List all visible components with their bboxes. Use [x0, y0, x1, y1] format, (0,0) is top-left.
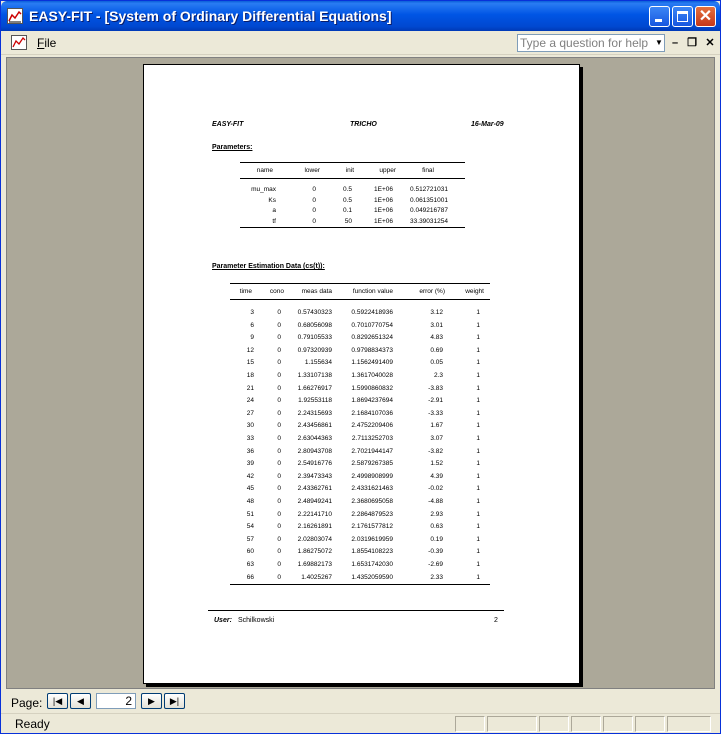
- estimation-cell: 1: [476, 485, 480, 493]
- param-cell: 0.1: [342, 207, 352, 214]
- estimation-cell: 0: [277, 359, 281, 367]
- estimation-cell: 0: [277, 535, 281, 543]
- estimation-cell: 0: [277, 334, 281, 342]
- estimation-cell: -2.69: [428, 561, 443, 568]
- estimation-cell: 0: [277, 384, 281, 392]
- estimation-cell: 1: [476, 523, 480, 531]
- estimation-cell: 0: [277, 498, 281, 505]
- footer-user-label: User:: [214, 617, 232, 624]
- estimation-cell: -2.91: [428, 397, 443, 405]
- estimation-header: time: [239, 288, 252, 295]
- estimation-cell: 57: [246, 535, 254, 543]
- param-cell: Ks: [268, 196, 276, 204]
- maximize-icon: [677, 11, 688, 22]
- estimation-cell: 1: [476, 561, 480, 568]
- status-bar: [1, 713, 720, 733]
- estimation-cell: 0.19: [430, 535, 443, 543]
- estimation-cell: 3: [250, 309, 254, 316]
- estimation-cell: 0.79105533: [297, 334, 332, 342]
- estimation-cell: 2.43362761: [297, 485, 332, 493]
- estimation-cell: 48: [246, 498, 254, 505]
- estimation-cell: -0.39: [428, 548, 443, 556]
- chart-icon: [7, 8, 23, 24]
- status-pane: [487, 716, 537, 732]
- param-cell: 0: [312, 217, 316, 225]
- estimation-cell: 3.12: [430, 309, 443, 316]
- estimation-cell: 3.07: [430, 435, 443, 442]
- menu-bar: [1, 31, 720, 55]
- param-cell: 0: [312, 186, 316, 193]
- previous-page-button[interactable]: ◀: [70, 693, 91, 709]
- param-cell: 0: [312, 196, 316, 204]
- maximize-button[interactable]: [672, 6, 693, 27]
- next-page-button[interactable]: ▶: [141, 693, 162, 709]
- estimation-cell: 1.69882173: [297, 561, 332, 568]
- divider: [230, 299, 490, 300]
- param-cell: 1E+06: [374, 196, 393, 204]
- estimation-cell: 1.1562491409: [351, 359, 393, 367]
- page-label: Page:: [11, 696, 43, 710]
- param-cell: 50: [344, 217, 352, 225]
- estimation-cell: -4.88: [428, 498, 443, 505]
- report-header-left: EASY-FIT: [212, 121, 244, 128]
- estimation-cell: -3.82: [428, 447, 443, 455]
- estimation-cell: 0: [277, 548, 281, 556]
- estimation-cell: 1: [476, 422, 480, 430]
- status-pane: [539, 716, 569, 732]
- estimation-cell: 9: [250, 334, 254, 342]
- estimation-cell: 0.5922418936: [351, 309, 393, 316]
- estimation-cell: 2.54916776: [297, 460, 332, 468]
- estimation-table: [230, 288, 490, 581]
- param-cell: tf: [272, 217, 276, 225]
- estimation-cell: 0: [277, 573, 281, 581]
- estimation-cell: 2.93: [430, 510, 443, 518]
- status-pane: [635, 716, 665, 732]
- estimation-cell: 54: [246, 523, 254, 531]
- estimation-cell: 2.4998908999: [351, 472, 393, 480]
- estimation-cell: 1: [476, 510, 480, 518]
- estimation-cell: 0: [277, 346, 281, 354]
- footer-user: Schilkowski: [238, 617, 275, 624]
- chart-icon[interactable]: [11, 35, 27, 50]
- estimation-cell: 0.57430323: [297, 309, 332, 316]
- footer-divider: [208, 610, 504, 611]
- estimation-cell: 1.8694237694: [351, 397, 393, 405]
- estimation-cell: 0: [277, 435, 281, 442]
- estimation-cell: 1: [476, 384, 480, 392]
- estimation-cell: 0: [277, 510, 281, 518]
- divider: [230, 584, 490, 585]
- close-icon: ✕: [698, 8, 713, 25]
- estimation-cell: 45: [246, 485, 254, 493]
- estimation-cell: 0: [277, 397, 281, 405]
- estimation-cell: 30: [246, 422, 254, 430]
- print-preview-area[interactable]: [6, 57, 715, 689]
- help-search-box[interactable]: [517, 34, 665, 52]
- param-cell: a: [272, 207, 276, 214]
- estimation-cell: 1: [476, 359, 480, 367]
- estimation-cell: 0.63: [430, 523, 443, 531]
- estimation-cell: 1: [476, 447, 480, 455]
- estimation-cell: 2.2864879523: [351, 510, 393, 518]
- param-header: final: [422, 167, 434, 174]
- estimation-header: function value: [352, 288, 393, 295]
- param-header: name: [256, 167, 273, 174]
- param-header: lower: [304, 167, 320, 174]
- estimation-cell: 1.52: [430, 460, 443, 468]
- estimation-cell: 1: [476, 472, 480, 480]
- doc-minimize-button[interactable]: –: [671, 37, 679, 49]
- estimation-cell: 1: [476, 346, 480, 354]
- doc-close-button[interactable]: ✕: [705, 37, 715, 49]
- estimation-cell: 2.4331621463: [351, 485, 393, 493]
- report-header-center: TRICHO: [350, 121, 377, 128]
- param-header: init: [345, 167, 354, 174]
- estimation-header: cono: [269, 288, 284, 295]
- estimation-cell: 1.92553118: [298, 397, 332, 405]
- estimation-cell: 1: [476, 409, 480, 417]
- param-cell: 0: [312, 207, 316, 214]
- doc-restore-button[interactable]: ❐: [687, 37, 697, 49]
- first-page-button[interactable]: |◀: [47, 693, 68, 709]
- estimation-cell: 2.0319619959: [351, 535, 393, 543]
- estimation-cell: 1.8554108223: [351, 548, 393, 556]
- estimation-cell: 1: [476, 498, 480, 505]
- status-text: Ready: [15, 717, 50, 731]
- param-cell: 1E+06: [374, 186, 393, 193]
- estimation-cell: 0: [277, 422, 281, 430]
- estimation-cell: 18: [246, 372, 254, 379]
- estimation-cell: 1: [476, 321, 480, 329]
- estimation-cell: 0: [277, 460, 281, 468]
- estimation-cell: 1.4025267: [301, 573, 332, 581]
- estimation-cell: 1: [476, 573, 480, 581]
- estimation-cell: 2.80943708: [297, 447, 332, 455]
- estimation-cell: 0.68056098: [297, 321, 332, 329]
- title-bar[interactable]: [1, 1, 720, 31]
- report-page: [143, 64, 580, 684]
- status-pane: [667, 716, 711, 732]
- estimation-cell: 0: [277, 485, 281, 493]
- estimation-cell: 0: [277, 561, 281, 568]
- estimation-cell: 2.5879267385: [351, 460, 393, 468]
- estimation-cell: 60: [246, 548, 254, 556]
- divider: [240, 227, 465, 228]
- status-pane: [603, 716, 633, 732]
- estimation-cell: 1: [476, 334, 480, 342]
- estimation-cell: 0: [277, 321, 281, 329]
- estimation-cell: 1: [476, 548, 480, 556]
- estimation-cell: 2.7021944147: [351, 447, 393, 455]
- estimation-cell: 0.7010770754: [351, 321, 393, 329]
- estimation-cell: 6: [250, 321, 254, 329]
- param-cell: 0.5: [342, 196, 352, 204]
- estimation-cell: 1.86275072: [297, 548, 332, 556]
- estimation-cell: 1: [476, 460, 480, 468]
- minimize-button[interactable]: [649, 6, 670, 27]
- estimation-cell: 0.69: [430, 346, 443, 354]
- estimation-cell: 2.1761577812: [351, 523, 393, 531]
- estimation-cell: 0.97320939: [297, 346, 332, 354]
- estimation-cell: 2.3: [433, 372, 443, 379]
- estimation-header: meas data: [301, 288, 332, 295]
- last-page-button[interactable]: ▶|: [164, 693, 185, 709]
- estimation-cell: 2.1684107036: [351, 409, 393, 417]
- estimation-cell: 2.48949241: [297, 498, 332, 505]
- estimation-cell: 36: [246, 447, 254, 455]
- estimation-cell: 42: [246, 472, 254, 480]
- estimation-cell: 33: [246, 435, 254, 442]
- divider: [240, 162, 465, 163]
- estimation-cell: 0.9798834373: [351, 346, 393, 354]
- estimation-cell: 15: [246, 359, 254, 367]
- estimation-cell: 0.05: [430, 359, 443, 367]
- estimation-cell: 1.66276917: [297, 384, 332, 392]
- estimation-cell: 1.67: [430, 422, 443, 430]
- estimation-cell: 2.63044363: [297, 435, 332, 442]
- estimation-cell: 0.8292651324: [351, 334, 393, 342]
- status-pane: [455, 716, 485, 732]
- estimation-cell: 2.24315693: [297, 409, 332, 417]
- menu-file[interactable]: File: [37, 36, 57, 50]
- param-cell: 0.512721031: [410, 186, 448, 193]
- param-cell: 1E+06: [374, 207, 393, 214]
- param-cell: 0.049216787: [410, 207, 448, 214]
- estimation-cell: 1.33107138: [297, 372, 332, 379]
- chevron-down-icon[interactable]: ▼: [655, 38, 663, 47]
- estimation-cell: 2.16261891: [297, 523, 332, 531]
- estimation-cell: 0: [277, 523, 281, 531]
- estimation-cell: 21: [246, 384, 254, 392]
- parameters-title: Parameters:: [212, 144, 253, 151]
- estimation-cell: 2.4752209406: [351, 422, 393, 430]
- estimation-cell: 1: [476, 435, 480, 442]
- estimation-cell: 12: [246, 346, 254, 354]
- estimation-cell: 1: [476, 535, 480, 543]
- page-number-input[interactable]: [96, 693, 136, 709]
- estimation-cell: 4.83: [430, 334, 443, 342]
- estimation-cell: 1: [476, 397, 480, 405]
- estimation-cell: 2.39473343: [297, 472, 332, 480]
- estimation-cell: 4.39: [430, 472, 443, 480]
- estimation-cell: 63: [246, 561, 254, 568]
- page-navigation: [1, 691, 720, 713]
- estimation-cell: 2.7113252703: [351, 435, 393, 442]
- estimation-cell: 0: [277, 309, 281, 316]
- param-cell: 0.061351001: [410, 196, 448, 204]
- estimation-cell: -0.02: [428, 485, 443, 493]
- estimation-cell: 1.6531742030: [351, 561, 393, 568]
- help-input[interactable]: [518, 35, 654, 51]
- estimation-cell: 39: [246, 460, 254, 468]
- status-pane: [571, 716, 601, 732]
- estimation-cell: 27: [246, 409, 254, 417]
- report-date: 16-Mar-09: [471, 121, 504, 128]
- estimation-cell: -3.33: [428, 409, 443, 417]
- estimation-cell: 0: [277, 409, 281, 417]
- window-title: EASY-FIT - [System of Ordinary Differential Equations]: [29, 8, 392, 24]
- estimation-cell: 1.4352059590: [351, 573, 393, 581]
- param-cell: 33.39031254: [410, 217, 448, 225]
- estimation-cell: 2.43456861: [297, 422, 332, 430]
- param-cell: mu_max: [251, 186, 276, 193]
- minimize-icon: [655, 19, 662, 22]
- estimation-cell: 1: [476, 309, 480, 316]
- estimation-cell: 2.02803074: [297, 535, 332, 543]
- estimation-header: error (%): [419, 288, 445, 295]
- estimation-cell: 24: [246, 397, 254, 405]
- close-button[interactable]: [695, 6, 716, 27]
- estimation-cell: 3.01: [430, 321, 443, 329]
- estimation-cell: -3.83: [428, 384, 443, 392]
- param-cell: 0.5: [342, 186, 352, 193]
- estimation-cell: 0: [277, 447, 281, 455]
- divider: [240, 178, 465, 179]
- param-header: upper: [379, 167, 396, 174]
- param-cell: 1E+06: [374, 217, 393, 225]
- estimation-cell: 51: [246, 510, 254, 518]
- divider: [230, 283, 490, 284]
- estimation-cell: 1: [476, 372, 480, 379]
- estimation-title: Parameter Estimation Data (cs(t)):: [212, 263, 325, 270]
- estimation-cell: 0: [277, 372, 281, 379]
- estimation-cell: 66: [246, 573, 254, 581]
- estimation-cell: 2.22141710: [297, 510, 332, 518]
- estimation-cell: 0: [277, 472, 281, 480]
- estimation-cell: 1.5990860832: [351, 384, 393, 392]
- estimation-cell: 2.33: [430, 573, 443, 581]
- footer-page-number: 2: [494, 617, 498, 624]
- estimation-cell: 1.3617040028: [351, 372, 393, 379]
- estimation-cell: 2.3680695058: [351, 498, 393, 505]
- estimation-header: weight: [465, 288, 484, 295]
- estimation-cell: 1.155634: [304, 359, 332, 367]
